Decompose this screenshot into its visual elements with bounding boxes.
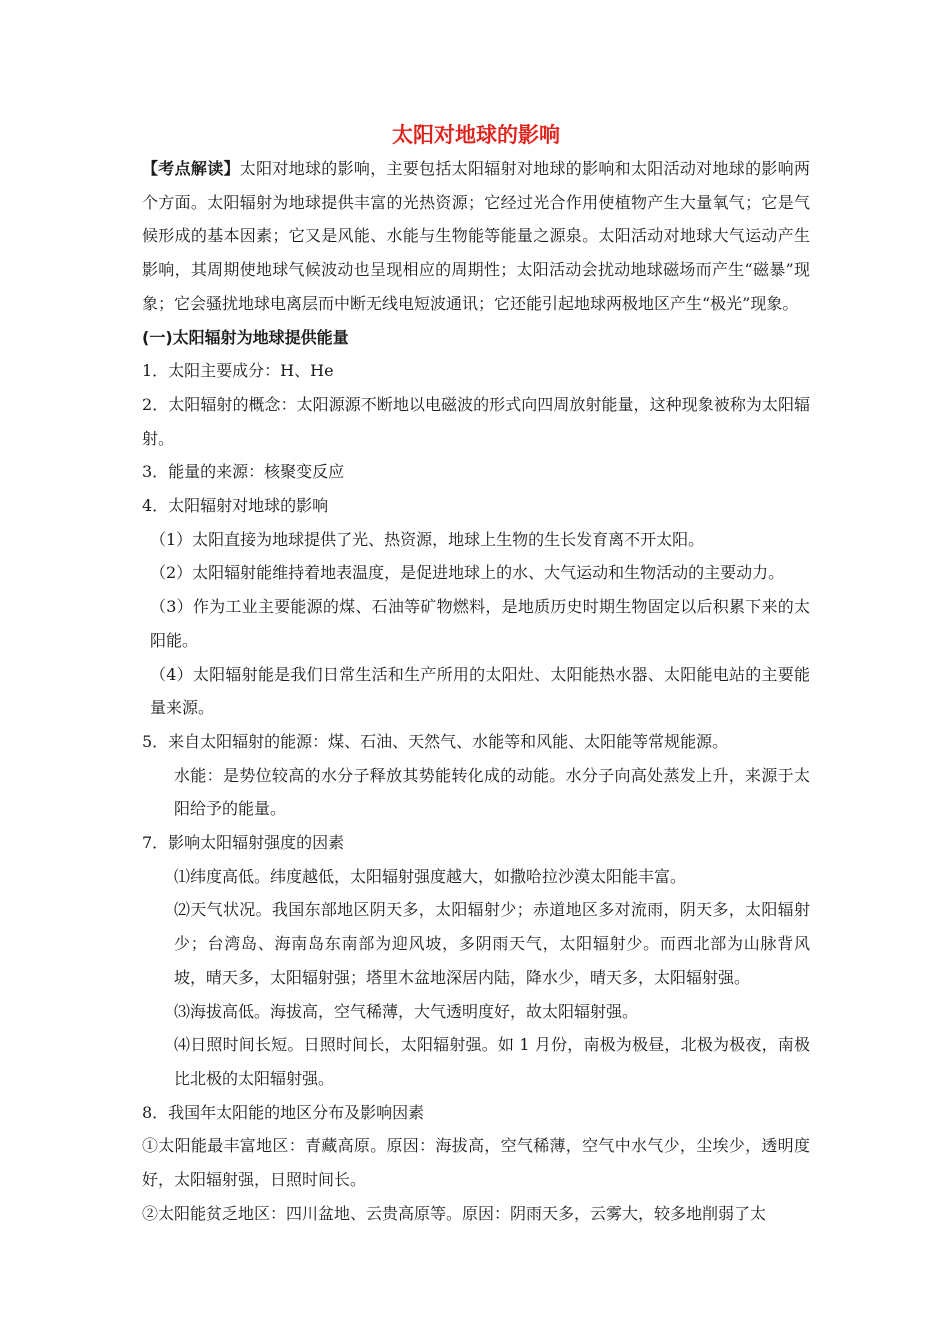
sub-item: ⑶海拔高低。海拔高，空气稀薄，大气透明度好，故太阳辐射强。 [174,1001,639,1021]
sub-item: （3）作为工业主要能源的煤、石油等矿物燃料，是地质历史时期生物固定以后积累下来的太阳能。 [150,597,810,650]
sub-item: ⑷日照时间长短。日照时间长，太阳辐射强。如 1 月份，南极为极昼，北极为极夜，南极比北极的太阳辐射强。 [174,1035,810,1088]
page-title: 太阳对地球的影响 [392,123,560,147]
sub-item: （4）太阳辐射能是我们日常生活和生产所用的太阳灶、太阳能热水器、太阳能电站的主要能量来源。 [150,664,810,718]
intro-text: 太阳对地球的影响，主要包括太阳辐射对地球的影响和太阳活动对地球的影响两个方面。太阳辐射为地球提供丰富的光热资源；它经过光合作用使植物产生大量氧气；它是气候形成的基本因素；它又是风能、水能与生物能等能量之源泉。太阳活动对地球大气运动产生影响，其周期使地球气候波动也呈现相应的周期性；太阳活动会扰动地球磁场而产生“磁暴”现象；它会骚扰地球电离层而中断无线电短波通讯；它还能引起地球两极地区产生“极光”现象。 [142,159,810,313]
list-item: 3．能量的来源：核聚变反应 [142,462,345,482]
note-paragraph: 水能：是势位较高的水分子释放其势能转化成的动能。水分子向高处蒸发上升，来源于太阳给予的能量。 [174,765,810,819]
sub-item: ①太阳能最丰富地区：青藏高原。原因：海拔高，空气稀薄，空气中水气少，尘埃少，透明度好，太阳辐射强，日照时间长。 [142,1136,810,1190]
sub-item: （2）太阳辐射能维持着地表温度，是促进地球上的水、大气运动和生物活动的主要动力。 [150,563,785,583]
list-item: 8．我国年太阳能的地区分布及影响因素 [142,1102,425,1122]
section-heading: (一)太阳辐射为地球提供能量 [142,327,349,347]
list-item: 5．来自太阳辐射的能源：煤、石油、天然气、水能等和风能、太阳能等常规能源。 [142,731,729,751]
list-item: 2．太阳辐射的概念：太阳源源不断地以电磁波的形式向四周放射能量，这种现象被称为太阳辐射。 [142,394,810,448]
list-item: 7．影响太阳辐射强度的因素 [142,833,345,853]
sub-item: ⑴纬度高低。纬度越低，太阳辐射强度越大，如撒哈拉沙漠太阳能丰富。 [174,866,687,886]
sub-item: ⑵天气状况。我国东部地区阴天多，太阳辐射少；赤道地区多对流雨，阴天多，太阳辐射少；台湾岛、海南岛东南部为迎风坡，多阴雨天气，太阳辐射少。而西北部为山脉背风坡，晴天多，太阳辐射强；塔里木盆地深居内陆，降水少，晴天多，太阳辐射强。 [174,900,810,987]
list-item: 1．太阳主要成分：H、He [142,361,334,381]
intro-paragraph [142,152,810,321]
list-item: 4．太阳辐射对地球的影响 [142,496,329,516]
sub-item: （1）太阳直接为地球提供了光、热资源，地球上生物的生长发育离不开太阳。 [150,529,705,549]
sub-item: ②太阳能贫乏地区：四川盆地、云贵高原等。原因：阴雨天多，云雾大，较多地削弱了太 [142,1203,767,1223]
intro-label: 【考点解读】 [142,159,240,178]
